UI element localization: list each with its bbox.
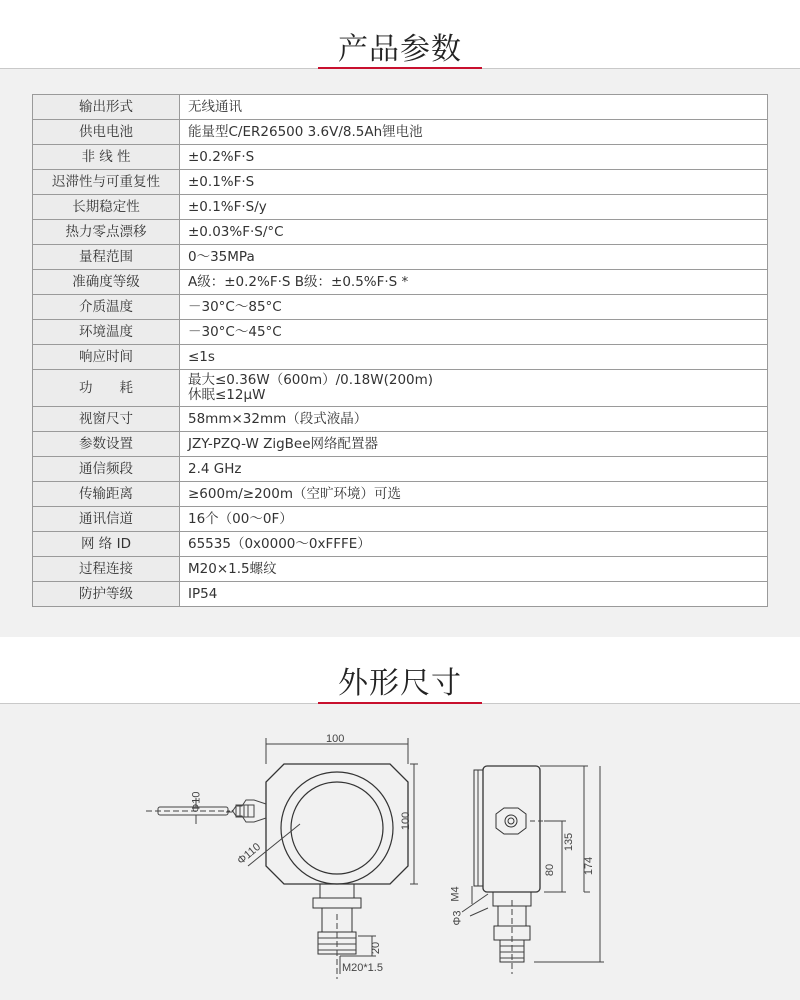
dim-body-diameter: Φ110 bbox=[235, 840, 264, 868]
spec-label: 过程连接 bbox=[33, 557, 180, 582]
spec-value: ±0.1%F·S bbox=[180, 170, 768, 195]
spec-row bbox=[33, 195, 768, 220]
spec-value: ≥600m/≥200m（空旷环境）可选 bbox=[180, 482, 768, 507]
spec-row bbox=[33, 457, 768, 482]
dim-side-135: 135 bbox=[563, 832, 576, 852]
spec-value: 0～35MPa bbox=[180, 245, 768, 270]
spec-value: ±0.03%F·S/°C bbox=[180, 220, 768, 245]
spec-value: 2.4 GHz bbox=[180, 457, 768, 482]
spec-label: 视窗尺寸 bbox=[33, 407, 180, 432]
spec-value: ±0.1%F·S/y bbox=[180, 195, 768, 220]
spec-row bbox=[33, 245, 768, 270]
spec-row bbox=[33, 220, 768, 245]
spec-label: 准确度等级 bbox=[33, 270, 180, 295]
spec-table bbox=[32, 94, 768, 607]
spec-label: 长期稳定性 bbox=[33, 195, 180, 220]
spec-row bbox=[33, 320, 768, 345]
spec-label: 传输距离 bbox=[33, 482, 180, 507]
spec-row bbox=[33, 295, 768, 320]
spec-label: 功 耗 bbox=[33, 370, 180, 407]
dim-thread: M20*1.5 bbox=[342, 962, 383, 974]
spec-value: 能量型C/ER26500 3.6V/8.5Ah锂电池 bbox=[180, 120, 768, 145]
spec-value: －30°C～45°C bbox=[180, 320, 768, 345]
spec-value: 58mm×32mm（段式液晶） bbox=[180, 407, 768, 432]
dimension-drawing bbox=[0, 704, 800, 1000]
spec-row bbox=[33, 532, 768, 557]
spec-label: 通讯信道 bbox=[33, 507, 180, 532]
spec-value: JZY-PZQ-W ZigBee网络配置器 bbox=[180, 432, 768, 457]
dim-probe-diameter: Φ10 bbox=[190, 791, 203, 813]
spec-row bbox=[33, 270, 768, 295]
spec-row bbox=[33, 120, 768, 145]
spec-row bbox=[33, 145, 768, 170]
spec-row bbox=[33, 170, 768, 195]
spec-row bbox=[33, 407, 768, 432]
spec-value: IP54 bbox=[180, 582, 768, 607]
spec-value: 16个（00～0F） bbox=[180, 507, 768, 532]
spec-row bbox=[33, 482, 768, 507]
spec-row bbox=[33, 432, 768, 457]
spec-value: ≤1s bbox=[180, 345, 768, 370]
spec-value: A级：±0.2%F·S B级：±0.5%F·S * bbox=[180, 270, 768, 295]
spec-value: 65535（0x0000～0xFFFE） bbox=[180, 532, 768, 557]
spec-row bbox=[33, 582, 768, 607]
spec-label: 环境温度 bbox=[33, 320, 180, 345]
params-title: 产品参数 bbox=[338, 32, 462, 67]
spec-value bbox=[180, 370, 768, 407]
dim-side-80: 80 bbox=[544, 863, 557, 877]
spec-value: 无线通讯 bbox=[180, 95, 768, 120]
spec-value: M20×1.5螺纹 bbox=[180, 557, 768, 582]
dim-screw: M4 bbox=[449, 886, 462, 902]
spec-row bbox=[33, 557, 768, 582]
spec-row bbox=[33, 345, 768, 370]
spec-label: 量程范围 bbox=[33, 245, 180, 270]
spec-label: 供电电池 bbox=[33, 120, 180, 145]
dim-width: 100 bbox=[326, 733, 345, 745]
dim-side-174: 174 bbox=[583, 856, 596, 876]
power-sleep: 休眠≤12μW bbox=[188, 387, 266, 403]
spec-label: 防护等级 bbox=[33, 582, 180, 607]
spec-label: 响应时间 bbox=[33, 345, 180, 370]
spec-label: 输出形式 bbox=[33, 95, 180, 120]
spec-label: 非 线 性 bbox=[33, 145, 180, 170]
spec-label: 热力零点漂移 bbox=[33, 220, 180, 245]
power-max: 最大≤0.36W（600m）/0.18W(200m) bbox=[188, 372, 434, 388]
dim-thread-length: 20 bbox=[370, 941, 383, 955]
spec-value: －30°C～85°C bbox=[180, 295, 768, 320]
spec-label: 网 络 ID bbox=[33, 532, 180, 557]
spec-row bbox=[33, 507, 768, 532]
spec-row bbox=[33, 95, 768, 120]
dim-height: 100 bbox=[400, 811, 413, 831]
spec-label: 通信频段 bbox=[33, 457, 180, 482]
spec-value: ±0.2%F·S bbox=[180, 145, 768, 170]
spec-label: 参数设置 bbox=[33, 432, 180, 457]
spec-label: 介质温度 bbox=[33, 295, 180, 320]
dim-hole: Φ3 bbox=[451, 910, 464, 926]
spec-label: 迟滞性与可重复性 bbox=[33, 170, 180, 195]
dims-title: 外形尺寸 bbox=[338, 666, 462, 701]
spec-row bbox=[33, 370, 768, 407]
